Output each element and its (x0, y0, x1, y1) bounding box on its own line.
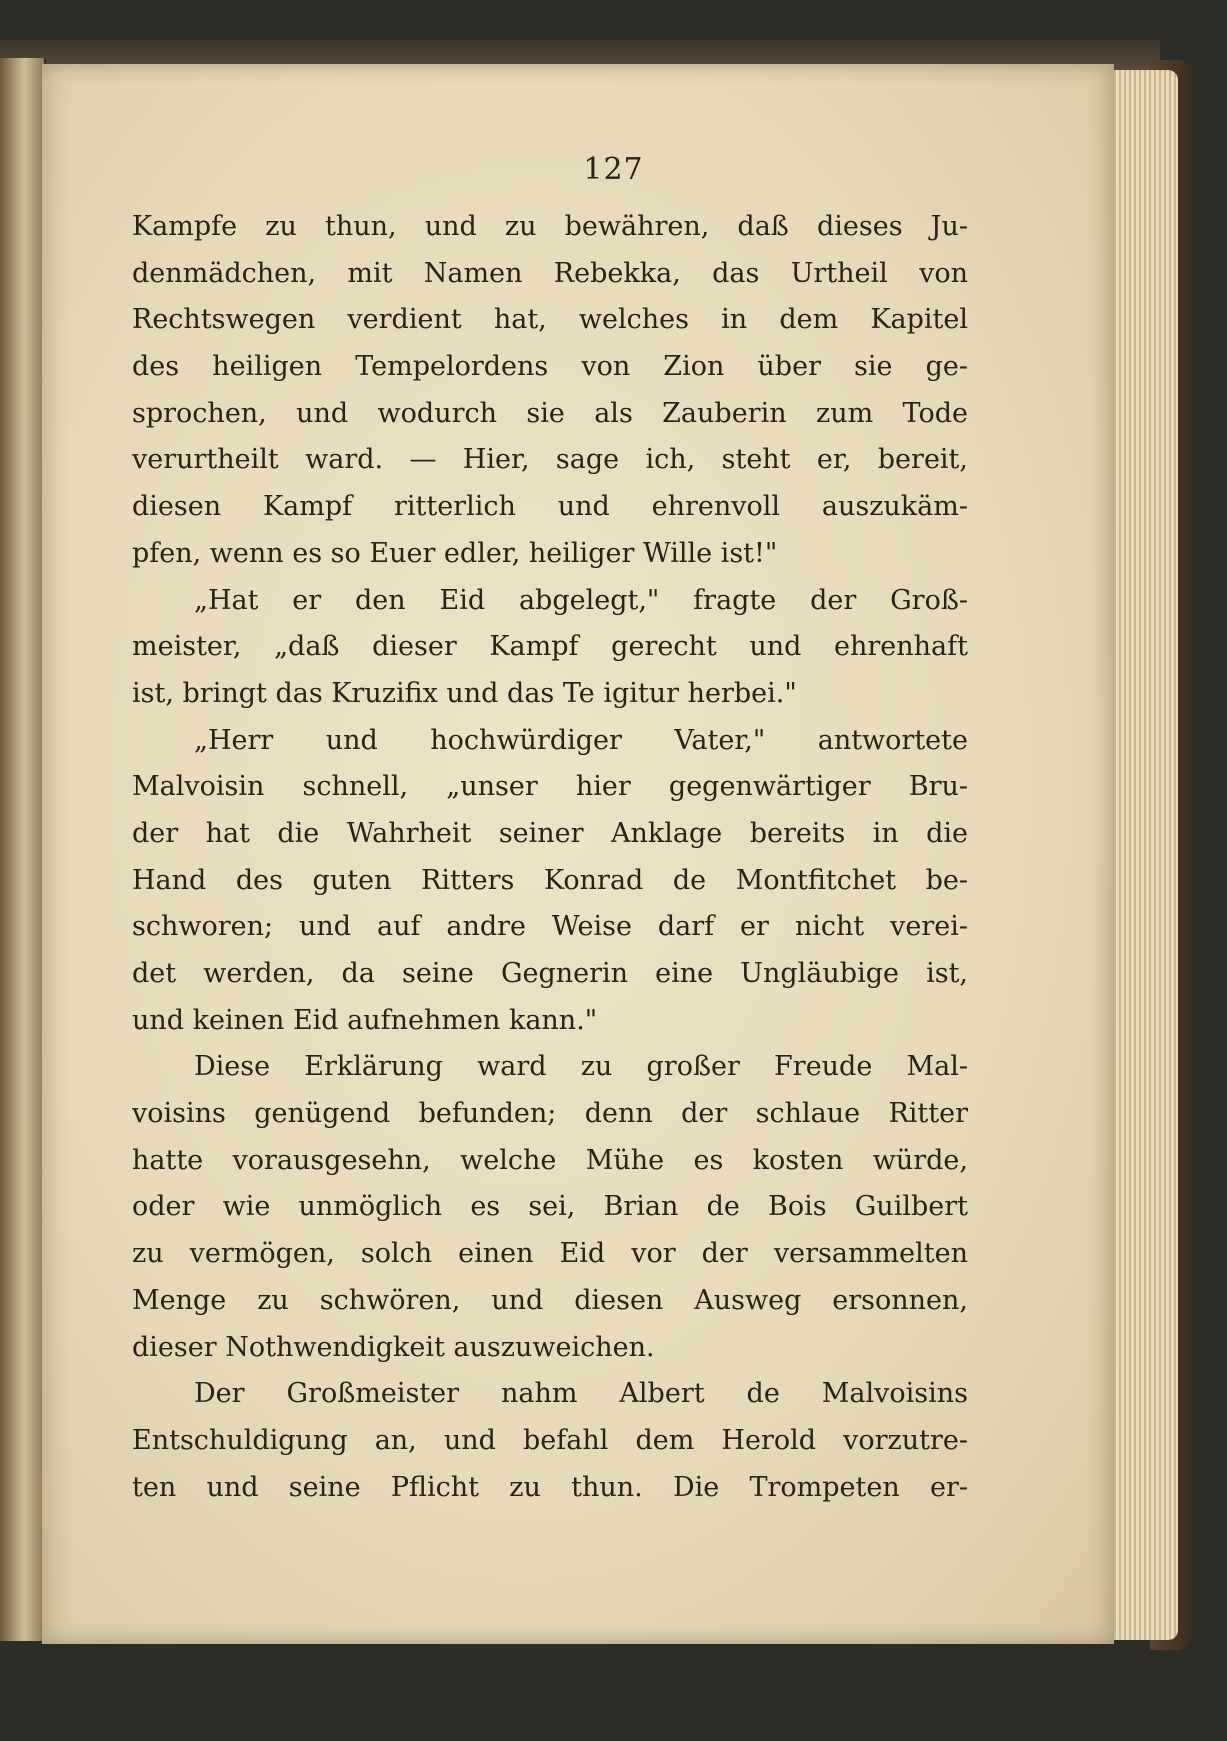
text-line: schworen; und auf andre Weise darf er nicht verei- (132, 911, 968, 943)
left-page-edge (0, 58, 46, 1641)
text-line: Rechtswegen verdient hat, welches in dem Kapitel (132, 304, 968, 336)
text-line: „Herr und hochwürdiger Vater," antwortete (194, 724, 968, 756)
body-text (132, 204, 968, 1511)
text-line: det werden, da seine Gegnerin eine Ungläubige ist, (132, 958, 968, 989)
text-line: verurtheilt ward. — Hier, sage ich, steht er, bereit, (132, 444, 968, 476)
text-line: „Hat er den Eid abgelegt," fragte der Groß- (194, 584, 968, 616)
text-line: ten und seine Pflicht zu thun. Die Trompeten er- (132, 1471, 968, 1503)
text-line: meister, „daß dieser Kampf gerecht und ehrenhaft (132, 631, 968, 663)
text-line: sprochen, und wodurch sie als Zauberin zum Tode (132, 397, 968, 429)
text-line: Kampfe zu thun, und zu bewähren, daß dieses Ju- (132, 211, 968, 242)
page-number: 127 (583, 152, 644, 187)
text-line: Diese Erklärung ward zu großer Freude Mal- (194, 1051, 968, 1083)
text-line: ist, bringt das Kruzifix und das Te igitur herbei." (132, 677, 797, 709)
text-line: Entschuldigung an, und befahl dem Herold vorzutre- (132, 1424, 968, 1456)
text-line: oder wie unmöglich es sei, Brian de Bois Guilbert (132, 1191, 968, 1223)
text-line: und keinen Eid aufnehmen kann." (132, 1004, 598, 1036)
text-line: voisins genügend befunden; denn der schlaue Ritter (132, 1098, 968, 1130)
text-line: pfen, wenn es so Euer edler, heiliger Wille ist!" (132, 537, 778, 569)
text-line: Malvoisin schnell, „unser hier gegenwärtiger Bru- (132, 771, 968, 803)
text-line: zu vermögen, solch einen Eid vor der versammelten (132, 1238, 968, 1270)
text-line: dieser Nothwendigkeit auszuweichen. (132, 1331, 655, 1363)
text-line: des heiligen Tempelordens von Zion über sie ge- (132, 351, 968, 383)
text-line: diesen Kampf ritterlich und ehrenvoll auszukäm- (132, 491, 968, 523)
text-line: Hand des guten Ritters Konrad de Montfitchet be- (132, 864, 968, 896)
text-line: hatte vorausgesehn, welche Mühe es kosten würde, (132, 1144, 968, 1176)
text-line: Der Großmeister nahm Albert de Malvoisins (194, 1378, 968, 1410)
text-line: der hat die Wahrheit seiner Anklage bereits in die (132, 817, 968, 849)
text-line: denmädchen, mit Namen Rebekka, das Urtheil von (132, 257, 968, 289)
text-line: Menge zu schwören, und diesen Ausweg ersonnen, (132, 1284, 968, 1316)
